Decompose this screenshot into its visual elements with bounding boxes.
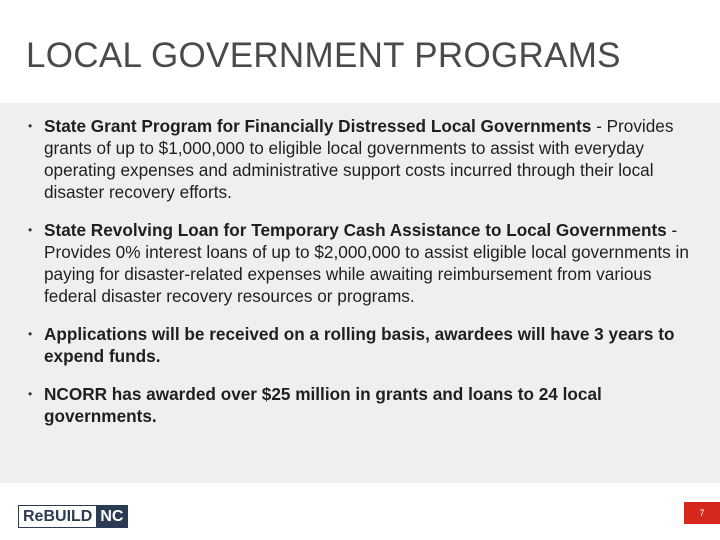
bullet-heading: Applications will be received on a rolling basis, awardees will have 3 years to expend funds. [44,324,675,366]
page-number-badge: 7 [684,502,720,524]
bullet-item [26,219,696,307]
bullet-list [26,115,696,427]
rebuild-nc-logo [18,505,128,528]
logo-nc-text: NC [96,506,127,527]
logo-rebuild-text: ReBUILD [19,506,96,527]
bullet-heading: NCORR has awarded over $25 million in grants and loans to 24 local governments. [44,384,602,426]
bullet-item [26,323,696,367]
bullet-heading: State Grant Program for Financially Distressed Local Governments [44,116,592,136]
bullet-dot-icon: • [28,119,33,133]
bullet-heading: State Revolving Loan for Temporary Cash Assistance to Local Governments [44,220,667,240]
slide-title: LOCAL GOVERNMENT PROGRAMS [26,36,621,75]
bullet-item [26,115,696,203]
bullet-dot-icon: • [28,327,33,341]
bullet-text: - Provides 0% interest loans of up to $2,000,000 to assist eligible local governments in paying for disaster-related expenses while awaiting reimbursement from various federal disaster recovery resources or programs. [44,220,689,306]
bullet-item [26,383,696,427]
content-panel [0,103,720,483]
bullet-dot-icon: • [28,223,33,237]
bullet-text: - Provides grants of up to $1,000,000 to eligible local governments to assist with everyday operating expenses and administrative support costs incurred through their local disaster recovery efforts. [44,116,674,202]
bullet-dot-icon: • [28,387,33,401]
